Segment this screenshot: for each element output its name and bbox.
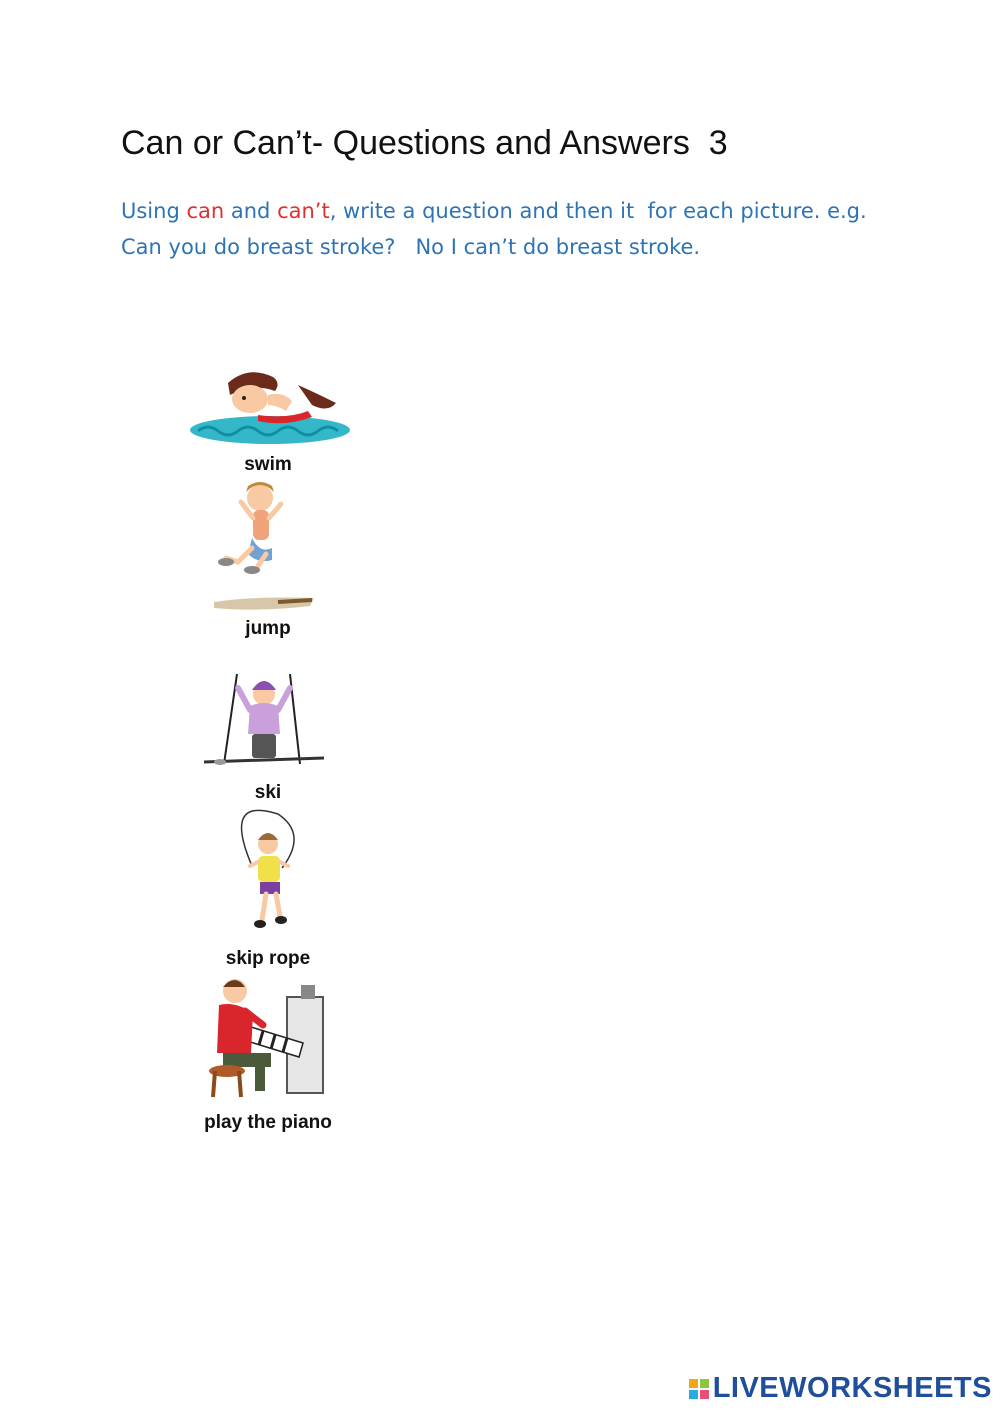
instruction-text: , write a question and then it for each picture. e.g. [329,199,867,223]
brand-name: LIVEWORKSHEETS [712,1372,992,1404]
logo-block [689,1379,698,1388]
picture-swim [188,365,353,450]
instruction-line-1 [121,193,941,229]
picture-label-ski: ski [254,782,282,803]
picture-label-play-piano: play the piano [204,1112,332,1133]
picture-skip-rope [230,808,305,943]
instructions [121,193,941,265]
picture-label-swim: swim [244,454,292,475]
instruction-example: Can you do breast stroke? No I can’t do breast stroke. [121,235,701,259]
picture-label-jump: jump [245,618,291,639]
jumping-child-icon [208,478,323,618]
picture-ski [202,672,327,772]
skier-icon [202,672,327,772]
skip-rope-icon [230,808,305,943]
instruction-text: and [224,199,278,223]
highlight-cant: can’t [277,199,330,223]
piano-player-icon [205,975,330,1105]
picture-jump [208,478,323,618]
picture-label-skip-rope: skip rope [225,948,311,969]
page-title: Can or Can’t- Questions and Answers 3 [121,124,728,162]
liveworksheets-logo [689,1372,992,1405]
logo-block [700,1390,709,1399]
highlight-can: can [186,199,225,223]
picture-play-piano [205,975,330,1105]
swimmer-icon [188,365,353,450]
logo-block [700,1379,709,1388]
logo-block [689,1390,698,1399]
instruction-text: Using [121,199,187,223]
logo-blocks-icon [689,1379,709,1399]
